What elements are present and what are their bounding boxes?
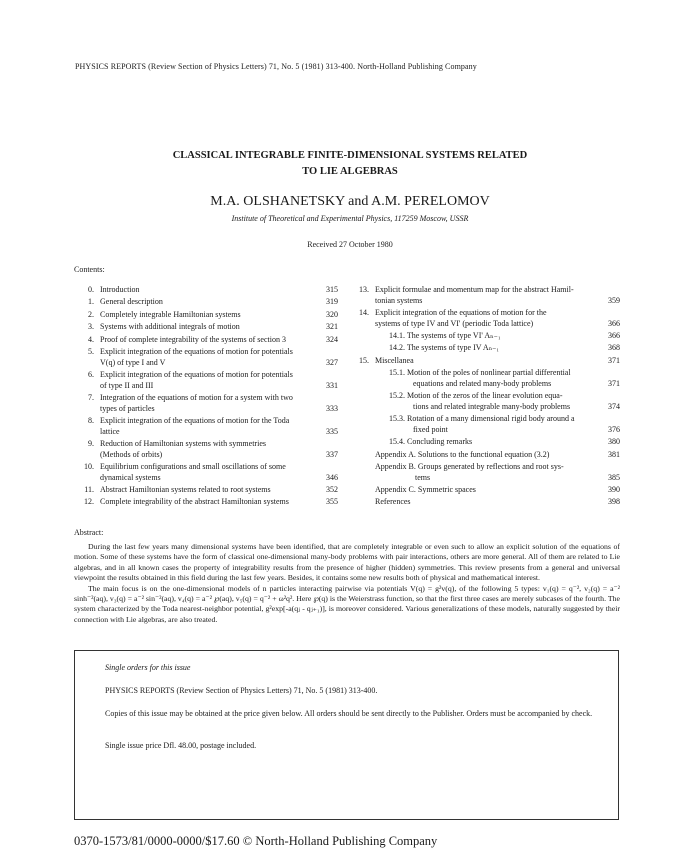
toc-item-number: 6. [88,370,94,379]
toc-item-title: Appendix B. Groups generated by reflections and root sys- [375,463,564,471]
toc-item-page: 319 [326,297,338,307]
toc-item [80,286,338,297]
toc-item-number: 1. [88,297,94,307]
toc-item-title: systems of type IV and VI' (periodic Toda lattice) [375,319,534,328]
toc-item-page: 374 [608,401,620,411]
toc-item-title: 15.1. Motion of the poles of nonlinear partial differential [389,369,571,378]
toc-item-number: 15. [359,355,369,365]
toc-item-number: 2. [88,309,94,319]
toc-item [80,371,338,392]
contents-label: Contents: [74,265,105,274]
toc-item-page: 371 [608,378,620,388]
toc-item [80,311,338,322]
toc-item-number: 4. [88,334,94,344]
toc-item [80,348,338,369]
toc-item-title: Equilibrium configurations and small oscillations of some [100,463,286,471]
toc-item [80,486,338,497]
toc-item-page: 320 [326,309,338,319]
toc-item-number: 12. [84,497,94,507]
toc-item-title: Systems with additional integrals of motion [100,323,240,332]
toc-item-title: 14.1. The systems of type VI' Aₙ₋₁ [389,332,501,340]
abstract-body [74,542,620,625]
toc-item [355,438,620,449]
toc-item-number: 5. [88,347,94,356]
toc-item [355,486,620,497]
toc-item-page: 380 [608,437,620,447]
toc-item [355,369,620,390]
toc-item [355,332,620,343]
toc-item-number: 0. [88,285,94,294]
abstract-paragraph-2: The main focus is on the one-dimensional models of n particles interacting pairwise via potentials V(q) = g²v(q), of the following 5 types: v₁(q) = q⁻², v₂(q) = a⁻² sinh⁻²(aq), v₃(q) = a⁻² sin⁻²(aq), v₄(q) = a⁻² ℘(aq), v₅(q) = q⁻² + ω²q². Here ℘(q) is the Weierstrass function, so that the first three cases are merely subcases of the fourth. The system characterized by the Toda nearest-neighbor potential, g²exp[-a(qⱼ - qⱼ₊₁)], is moreover considered. Various generalizations of these models, naturally suggested by their connection with Lie algebras, are also treated. [74,583,620,624]
received-date: Received 27 October 1980 [307,240,393,249]
toc-item-page: 333 [326,403,338,413]
toc-item-page: 368 [608,343,620,353]
toc-item [80,323,338,334]
toc-item-title: Explicit integration of the equations of motion for potentials [100,371,293,379]
abstract-paragraph-1: During the last few years many dimensional systems have been identified, that are completely integrable or even such to allow an explicit solution of the equations of motion. Some of these systems have the form of classical one-dimensional many-body problems with pair interactions, others are more general. All of them are related to Lie algebras, and in all known cases the property of integrability results from the presence of higher (hidden) symmetries. This review presents from a general and universal viewpoint the results obtained in this field during the last few years. Besides, it contains some new results both of physical and mathematical interest. [74,542,620,583]
abstract-label: Abstract: [74,528,104,537]
journal-header: PHYSICS REPORTS (Review Section of Physics Letters) 71, No. 5 (1981) 313-400. North-Holland Publishing Company [75,62,477,71]
toc-item-page: 371 [608,355,620,365]
toc-item-title: equations and related many-body problems [413,379,552,388]
toc-item-number: 7. [88,393,94,402]
toc-item-title: tions and related integrable many-body problems [413,402,571,411]
toc-item [80,417,338,438]
toc-item-number: 10. [84,462,94,471]
orders-box-heading: Single orders for this issue [105,663,191,672]
toc-item-title: General description [100,298,163,307]
toc-item-title: Miscellanea [375,356,414,365]
toc-item-title: Reduction of Hamiltonian systems with symmetries [100,440,266,448]
toc-item-page: 352 [326,485,338,494]
toc-item-title: Integration of the equations of motion for a system with two [100,394,293,402]
toc-item-page: 381 [608,449,620,459]
toc-item-title: Complete integrability of the abstract Hamiltonian systems [100,498,289,507]
toc-item-number: 11. [84,485,94,494]
toc-item-title: Explicit formulae and momentum map for the abstract Hamil- [375,286,574,294]
toc-item-title: Explicit integration of the equations of motion for the Toda [100,417,290,425]
toc-item-title: 14.2. The systems of type IV Aₙ₋₁ [389,344,500,353]
toc-item [355,392,620,413]
toc-item-page: 390 [608,485,620,494]
toc-item [80,463,338,484]
toc-item-page: 359 [608,295,620,305]
toc-item-number: 13. [359,285,369,294]
orders-box [74,650,619,820]
toc-item [80,298,338,309]
toc-item-page: 331 [326,380,338,390]
toc-item-page: 366 [608,318,620,328]
toc-item-page: 385 [608,472,620,482]
toc-item-title: dynamical systems [100,473,161,482]
toc-item-page: 327 [326,357,338,367]
toc-item-page: 346 [326,472,338,482]
toc-item-title: 15.4. Concluding remarks [389,438,473,447]
toc-item-title: Appendix C. Symmetric spaces [375,486,476,494]
toc-item-title: Explicit integration of the equations of motion for the [375,309,547,317]
toc-item-title: Completely integrable Hamiltonian systems [100,310,241,319]
toc-item [355,286,620,307]
affiliation: Institute of Theoretical and Experimental Physics, 117259 Moscow, USSR [231,214,469,223]
toc-item-page: 321 [326,322,338,332]
toc-item-page: 376 [608,424,620,434]
toc-item-number: 14. [359,308,369,317]
toc-item [355,357,620,368]
toc-item-page: 366 [608,331,620,340]
toc-item-title: Introduction [100,286,140,294]
title-line-1: CLASSICAL INTEGRABLE FINITE-DIMENSIONAL SYSTEMS RELATED [172,150,528,161]
toc-item-page: 398 [608,497,620,507]
toc-item [355,415,620,436]
toc-item-title: tonian systems [375,296,423,305]
toc-item-title: 15.3. Rotation of a many dimensional rigid body around a [389,415,575,424]
toc-item-title: (Methods of orbits) [100,450,163,459]
toc-item-title: Appendix A. Solutions to the functional equation (3.2) [375,450,550,459]
orders-box-instructions: Copies of this issue may be obtained at the price given below. All orders should be sent directly to the Publisher. Orders must be accompanied by check. [105,709,593,718]
toc-item [355,498,620,509]
toc-item-title: Abstract Hamiltonian systems related to root systems [100,486,271,494]
toc-item-page: 315 [326,285,338,294]
toc-item-title: types of particles [100,404,155,413]
toc-item-title: 15.2. Motion of the zeros of the linear evolution equa- [389,392,563,401]
toc-item [80,440,338,461]
toc-item-title: tems [415,473,431,482]
article-title [0,148,700,180]
title-line-2: TO LIE ALGEBRAS [302,166,398,177]
toc-item [355,463,620,484]
toc-item-title: Proof of complete integrability of the systems of section 3 [100,335,286,344]
toc-item [80,336,338,347]
toc-item-title: of type II and III [100,381,154,390]
toc-item [355,309,620,330]
toc-item-number: 3. [88,322,94,332]
toc-item-number: 9. [88,439,94,448]
toc-item-title: lattice [100,427,120,436]
toc-item-page: 324 [326,334,338,344]
toc-item-number: 8. [88,416,94,425]
toc-item-title: References [375,498,411,507]
toc-item [355,451,620,462]
authors: M.A. OLSHANETSKY and A.M. PERELOMOV [210,194,490,209]
toc-item-title: Explicit integration of the equations of motion for potentials [100,348,293,356]
toc-item-page: 337 [326,449,338,459]
toc-item [80,394,338,415]
toc-item [80,498,338,509]
orders-box-citation: PHYSICS REPORTS (Review Section of Physics Letters) 71, No. 5 (1981) 313-400. [105,686,378,695]
issn-line: 0370-1573/81/0000-0000/$17.60 © North-Holland Publishing Company [74,834,438,848]
toc-item-title: fixed point [413,425,448,434]
toc-item-page: 355 [326,497,338,507]
orders-box-price: Single issue price Dfl. 48.00, postage included. [105,741,257,750]
toc-item-title: V(q) of type I and V [100,358,166,367]
toc-item-page: 335 [326,426,338,436]
toc-item [355,344,620,355]
